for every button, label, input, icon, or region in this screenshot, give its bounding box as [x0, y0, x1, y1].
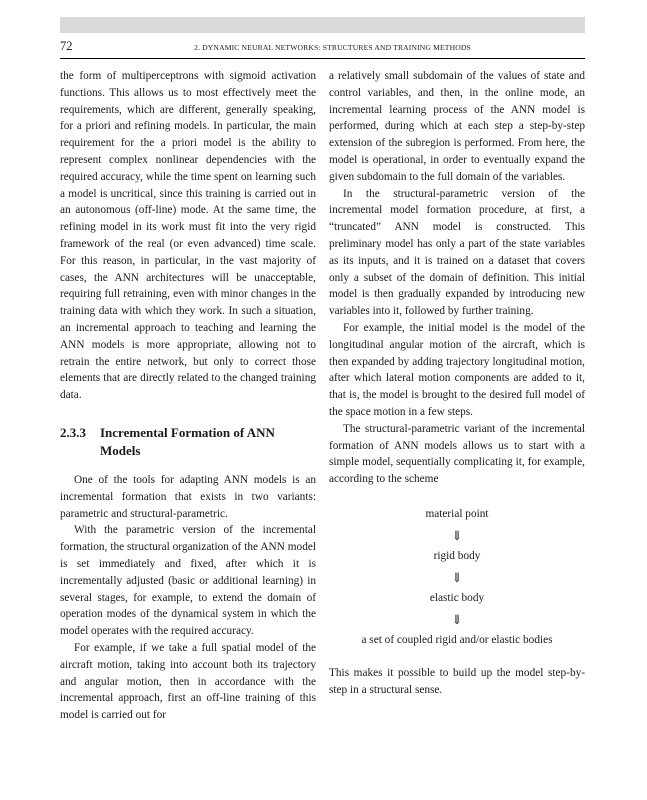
paragraph: The structural-parametric variant of the incremental formation of ANN models allows us to start with a simple model, sequentially complicating it, for example, according to the scheme — [329, 422, 585, 486]
section-title: Incremental Formation of ANN Models — [100, 424, 275, 458]
scheme-step: rigid body — [433, 549, 481, 562]
section-number: 2.3.3 — [60, 424, 86, 440]
right-column — [329, 68, 585, 699]
paragraph: a relatively small subdomain of the values of state and control variables, and then, in the online mode, an incremental learning process of the ANN model is performed, during which at each step a step-by-step extension of the subregion is performed. From here, the model is operational, in order to eventually expand the given subdomain to the full domain of the variables. — [329, 70, 585, 183]
paragraph: the form of multiperceptrons with sigmoid activation functions. This allows us to most effectively meet the requirements, which are different, generally speaking, for a priori and refining models. In particular, the main requirement for the a priori model is the ability to represent complex nonlinear dependencies with the required accuracy, while the time spent on learning such a model is uncritical, since this training is carried out in an autonomous (off-line) mode. At the same time, the refining model in its work must fit into the very rigid framework of the real (or even advanced) time scale. For this reason, in particular, in the vast majority of cases, the ANN architectures will be unacceptable, requiring full retraining, even with minor changes in the training data with which they work. In such a situation, an incremental approach to teaching and learning the ANN models is more appropriate, allowing not to retrain the entire network, but only to correct those elements that are directly related to the changed training data. — [60, 70, 316, 402]
running-head: 2. DYNAMIC NEURAL NETWORKS: STRUCTURES AND TRAINING METHODS — [194, 43, 471, 52]
paragraph: This makes it possible to build up the model step-by-step in a structural sense. — [329, 666, 585, 696]
paragraph: For example, if we take a full spatial model of the aircraft motion, taking into account both its trajectory and angular motion, then in accordance with the incremental approach, first an off-line training of this model is carried out for — [60, 641, 316, 722]
down-double-arrow-icon: ⇓ — [451, 527, 463, 543]
scheme-step: a set of coupled rigid and/or elastic bodies — [361, 633, 553, 646]
scheme-step: elastic body — [429, 591, 485, 604]
section-heading — [60, 424, 316, 460]
paragraph: With the parametric version of the incremental formation, the structural organization of the ANN model is set immediately and fixed, after which it is incrementally adjusted (basic or additional learning) in several stages, for example, to extend the domain of operation modes of the dynamical system in which the model operates with the required accuracy. — [60, 524, 316, 638]
paragraph: In the structural-parametric version of the incremental model formation procedure, at first, a “truncated” ANN model is constructed. This preliminary model has only a part of the state variables as its inputs, and it is trained on a dataset that covers only a subset of the domain of definition. This initial model is then gradually expanded by introducing new variables into it, followed by further training. — [329, 187, 585, 318]
page-number: 72 — [60, 39, 73, 53]
left-column — [60, 68, 316, 724]
scheme-step: material point — [425, 507, 489, 520]
paragraph: For example, the initial model is the model of the longitudinal angular motion of the aircraft, which is then expanded by adding trajectory longitudinal motion, after which lateral motion components are added to it, that is, the model is brought to the desired full model of the space motion in a few steps. — [329, 321, 585, 418]
top-gray-band — [60, 17, 585, 33]
down-double-arrow-icon: ⇓ — [451, 569, 463, 585]
down-double-arrow-icon: ⇓ — [451, 611, 463, 627]
page-header — [60, 38, 585, 59]
paragraph: One of the tools for adapting ANN models is an incremental formation that exists in two variants: parametric and structural-parametric. — [60, 473, 316, 520]
model-complexity-scheme — [329, 504, 585, 651]
